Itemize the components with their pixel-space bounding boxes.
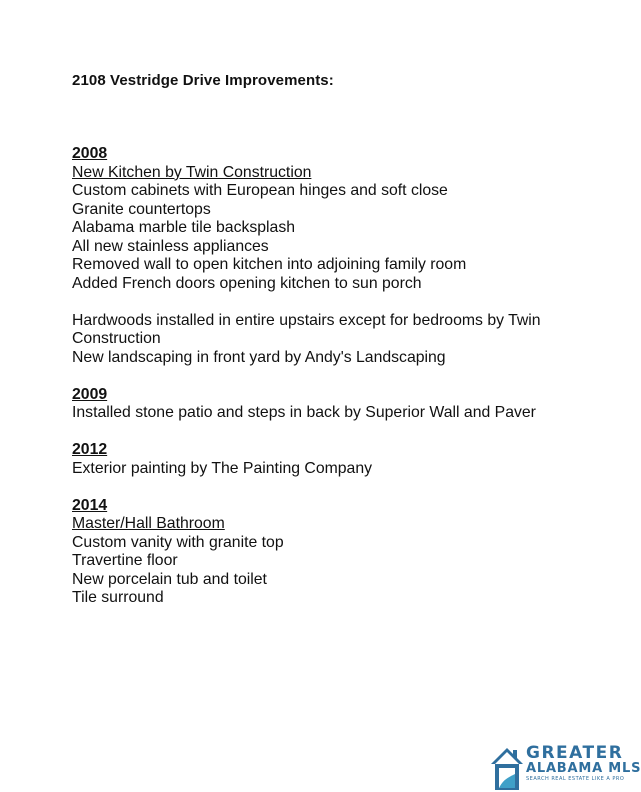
subheading: New Kitchen by Twin Construction — [72, 163, 312, 181]
logo-tagline: SEARCH REAL ESTATE LIKE A PRO — [526, 776, 625, 782]
house-icon — [489, 744, 525, 792]
year-heading: 2012 — [72, 441, 108, 458]
year-heading: 2009 — [72, 385, 108, 403]
list-item: Hardwoods installed in entire upstairs except for bedrooms by Twin Construction — [72, 311, 541, 347]
year-heading: 2008 — [72, 145, 108, 162]
section-2014 — [72, 497, 542, 608]
list-item: All new stainless appliances — [72, 237, 269, 255]
list-item: Installed stone patio and steps in back by Superior Wall and Paver — [72, 404, 536, 421]
section-2008 — [72, 145, 542, 367]
list-item: New landscaping in front yard by Andy's Landscaping — [72, 348, 446, 366]
list-item: Removed wall to open kitchen into adjoining family room — [72, 256, 467, 273]
section-2009 — [72, 386, 542, 423]
list-item: Custom vanity with granite top — [72, 533, 284, 551]
logo-line2: ALABAMA MLS — [526, 761, 641, 776]
list-item: Alabama marble tile backsplash — [72, 219, 296, 236]
list-item: New porcelain tub and toilet — [72, 570, 267, 588]
logo-line1: GREATER — [526, 743, 624, 763]
list-item: Custom cabinets with European hinges and soft close — [72, 182, 448, 199]
list-item: Added French doors opening kitchen to sun porch — [72, 274, 422, 292]
list-item: Travertine floor — [72, 552, 178, 569]
list-item: Granite countertops — [72, 200, 211, 218]
greater-alabama-mls-logo — [489, 743, 641, 792]
improvements-list — [72, 145, 542, 608]
subheading: Master/Hall Bathroom — [72, 515, 225, 532]
year-heading: 2014 — [72, 496, 108, 514]
list-item: Tile surround — [72, 589, 164, 606]
section-2012 — [72, 441, 542, 478]
page-title: 2108 Vestridge Drive Improvements: — [72, 72, 334, 89]
list-item: Exterior painting by The Painting Company — [72, 459, 373, 477]
